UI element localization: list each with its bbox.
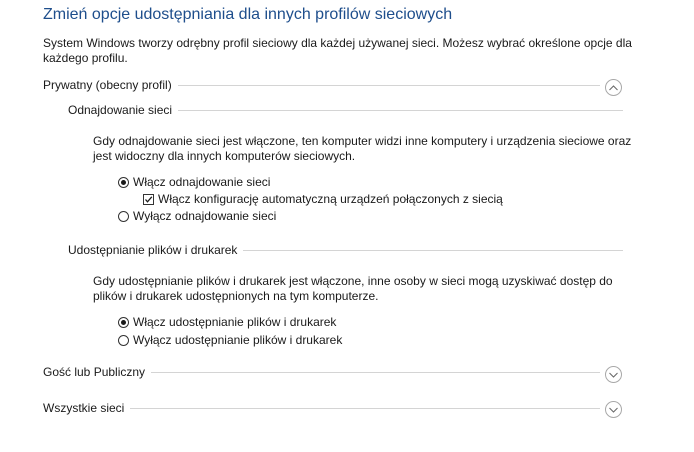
divider xyxy=(130,408,600,409)
divider xyxy=(151,372,600,373)
chevron-down-icon[interactable] xyxy=(605,401,622,418)
radio-network-discovery-on[interactable] xyxy=(118,175,270,189)
radio-file-sharing-on-label: Włącz udostępnianie plików i drukarek xyxy=(133,315,337,329)
radio-network-discovery-on-label: Włącz odnajdowanie sieci xyxy=(133,175,271,189)
section-all-networks-header[interactable] xyxy=(43,401,600,415)
radio-file-sharing-off-label: Wyłącz udostępnianie plików i drukarek xyxy=(133,333,343,347)
section-all-networks-label: Wszystkie sieci xyxy=(43,401,125,415)
page-title: Zmień opcje udostępniania dla innych profilów sieciowych xyxy=(43,6,453,23)
file-sharing-description: Gdy udostępnianie plików i drukarek jest włączone, inne osoby w sieci mogą uzyskiwać dostęp do plików i drukarek udostępnionych na tym komputerze. xyxy=(93,274,613,303)
section-private-header[interactable] xyxy=(43,78,600,92)
network-discovery-description: Gdy odnajdowanie sieci jest włączone, ten komputer widzi inne komputery i urządzenia sieciowe oraz jest widoczny dla innych komputerów sieciowych. xyxy=(93,134,632,163)
divider xyxy=(178,85,600,86)
subsection-file-sharing-header xyxy=(68,243,623,257)
radio-file-sharing-off[interactable] xyxy=(118,333,342,347)
subsection-network-discovery-label: Odnajdowanie sieci xyxy=(68,103,173,117)
divider xyxy=(178,110,623,111)
radio-button-selected[interactable] xyxy=(118,317,129,328)
radio-network-discovery-off[interactable] xyxy=(118,209,276,223)
section-private-label: Prywatny (obecny profil) xyxy=(43,78,172,92)
radio-button[interactable] xyxy=(118,211,129,222)
subsection-network-discovery-header xyxy=(68,103,623,117)
checkbox-checked[interactable] xyxy=(143,194,154,205)
section-guest-header[interactable] xyxy=(43,365,600,379)
divider xyxy=(243,250,623,251)
section-guest-label: Gość lub Publiczny xyxy=(43,365,146,379)
chevron-up-icon[interactable] xyxy=(605,79,622,96)
checkbox-auto-config[interactable] xyxy=(143,192,503,206)
chevron-down-icon[interactable] xyxy=(605,366,622,383)
checkbox-auto-config-label: Włącz konfigurację automatyczną urządzeń połączonych z siecią xyxy=(158,192,503,206)
radio-button-selected[interactable] xyxy=(118,177,129,188)
radio-file-sharing-on[interactable] xyxy=(118,315,336,329)
subsection-file-sharing-label: Udostępnianie plików i drukarek xyxy=(68,243,238,257)
page-description: System Windows tworzy odrębny profil sieciowy dla każdej używanej sieci. Możesz wybrać określone opcje dla każdego profilu. xyxy=(43,36,632,65)
radio-network-discovery-off-label: Wyłącz odnajdowanie sieci xyxy=(133,209,277,223)
radio-button[interactable] xyxy=(118,335,129,346)
